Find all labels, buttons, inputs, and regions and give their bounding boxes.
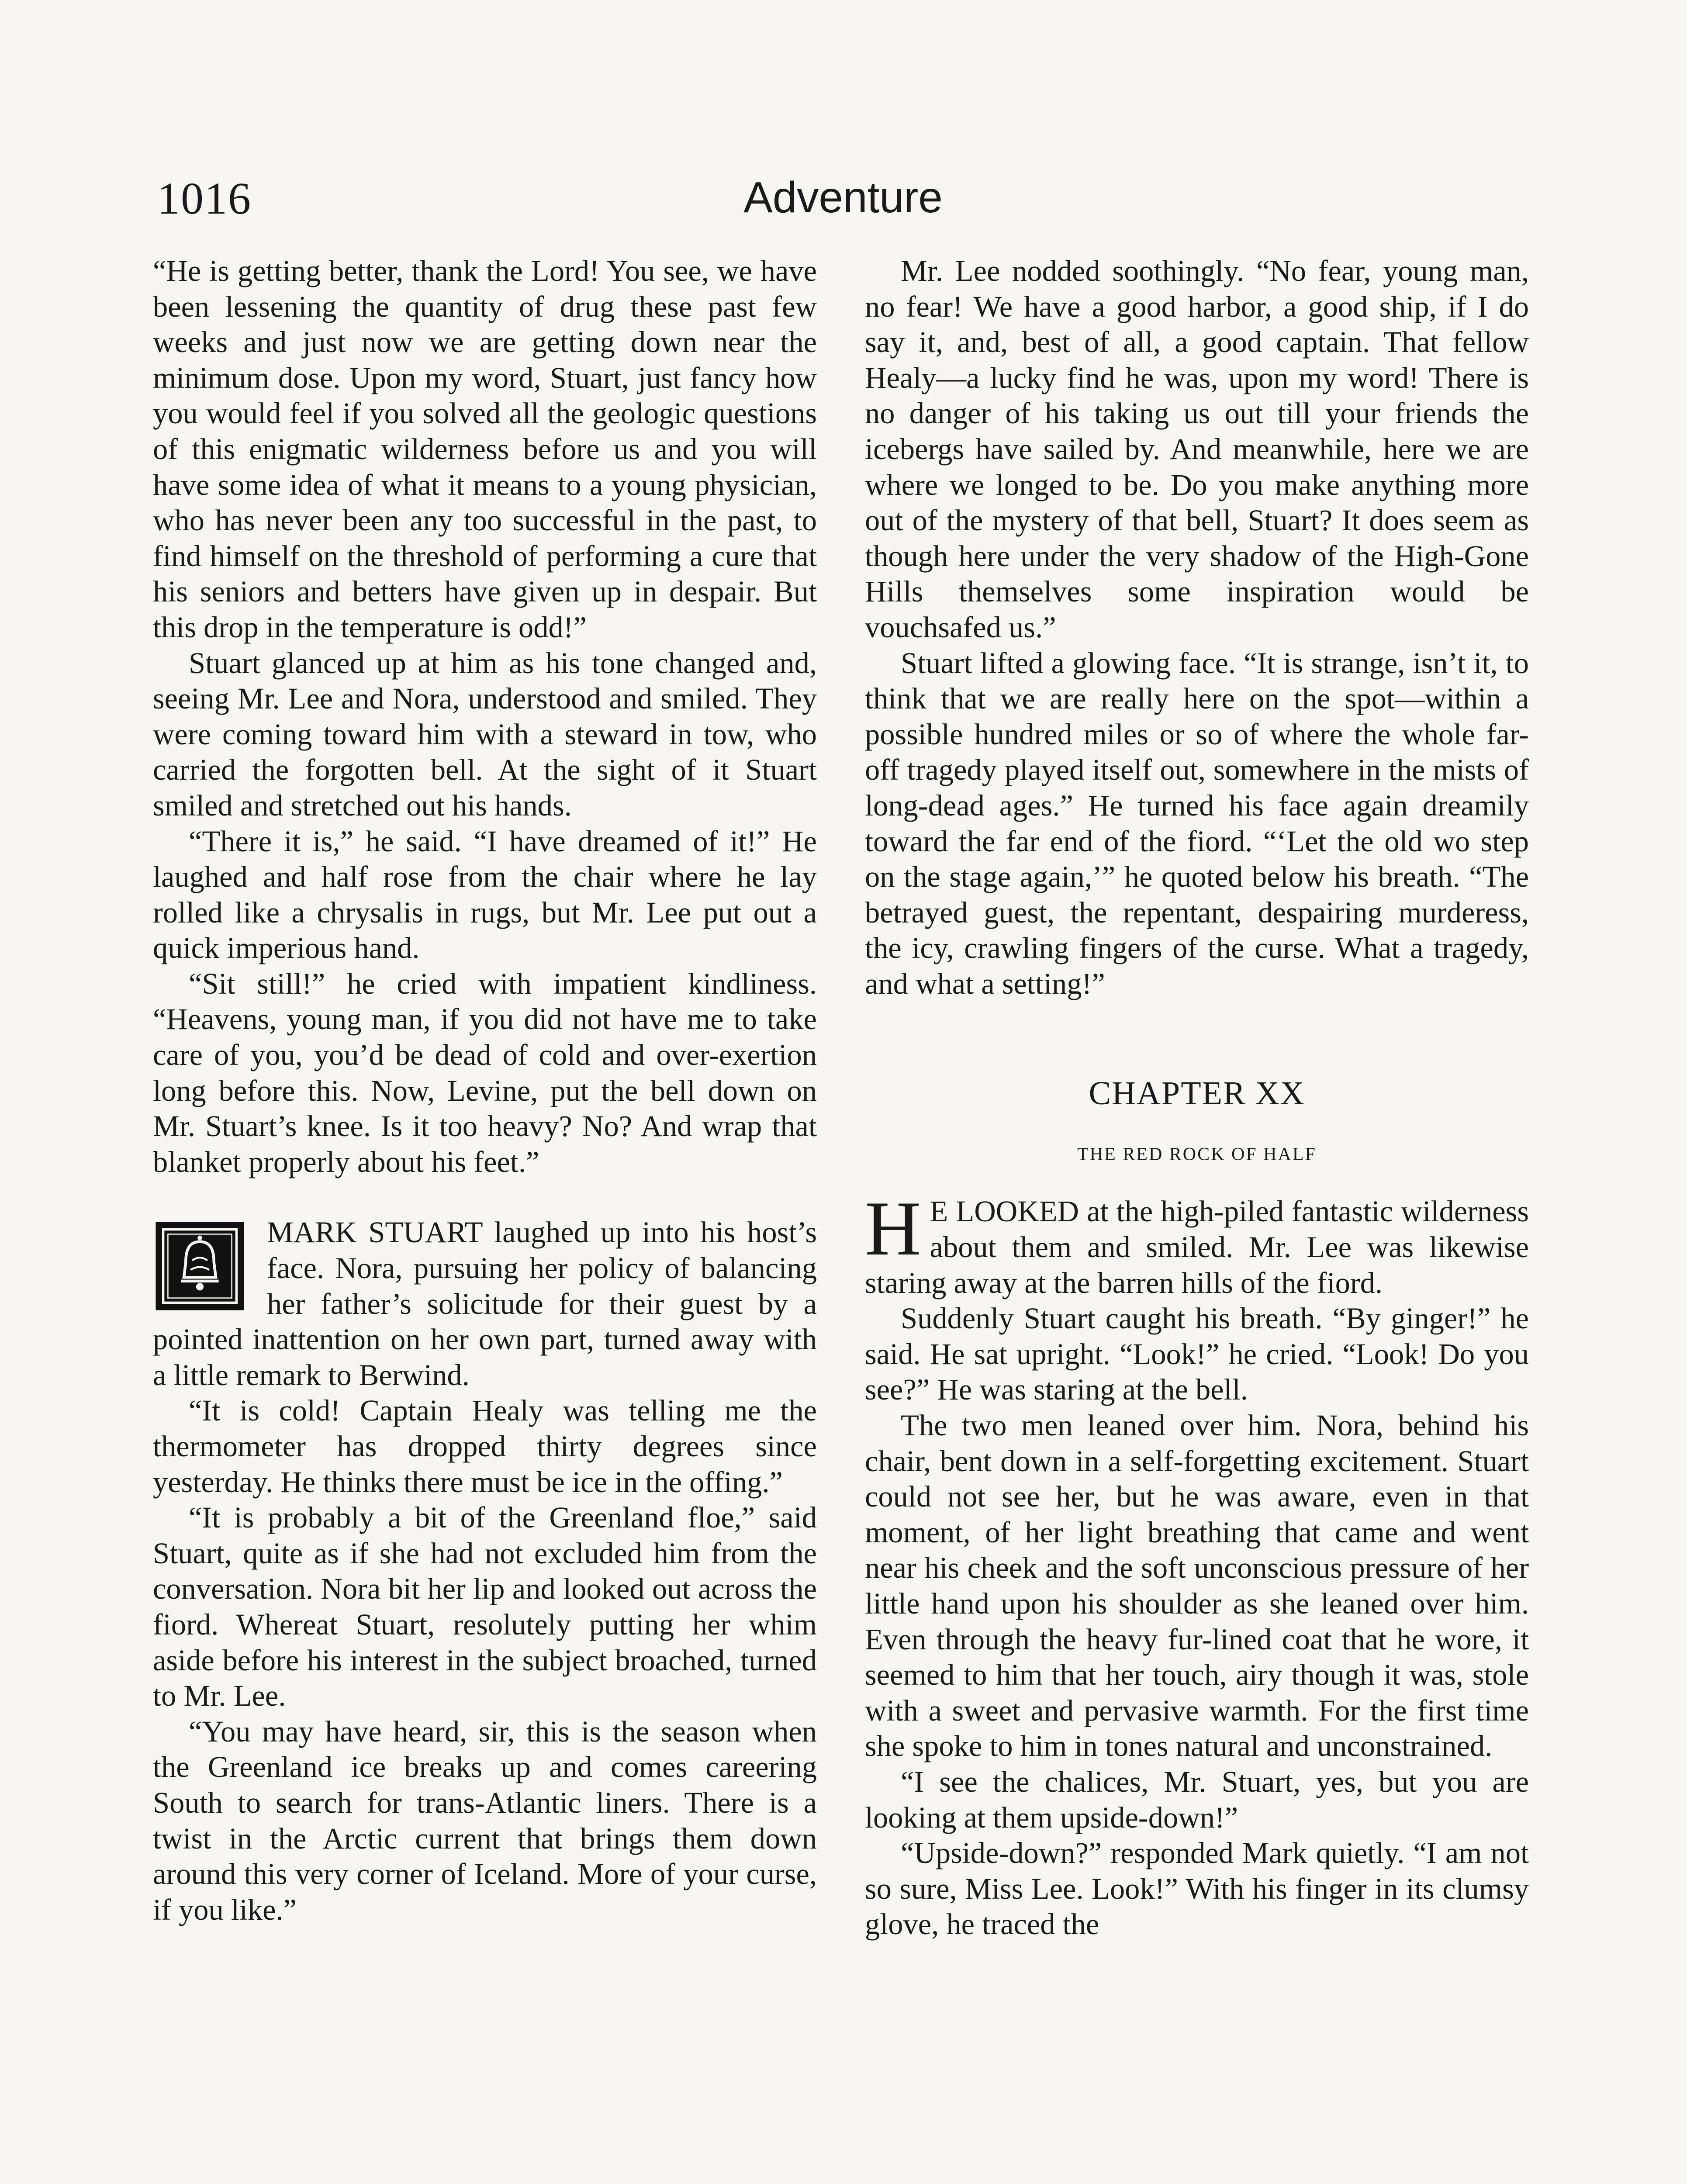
paragraph: “Sit still!” he cried with impatient kindliness. “Heavens, young man, if you did not have me to take care of you, you’d be dead of cold and over-exertion long before this. Now, Levine, put the bell down on Mr. Stuart’s knee. Is it too heavy? No? And wrap that blanket properly about his feet.” (153, 967, 817, 1178)
paragraph: Stuart lifted a glowing face. “It is strange, isn’t it, to think that we are really here on the spot—within a possible hundred miles or so of where the whole far-off tragedy played itself out, somewhere in the mists of long-dead ages.” He turned his face again dreamily toward the far end of the fiord. “‘Let the old wo step on the stage again,’” he quoted below his breath. “The betrayed guest, the repentant, despairing murderess, the icy, crawling fingers of the curse. What a tragedy, and what a setting!” (865, 646, 1529, 1000)
paragraph: Stuart glanced up at him as his tone changed and, seeing Mr. Lee and Nora, understood and smiled. They were coming toward him with a steward in tow, who carried the forgotten bell. At the sight of it Stuart smiled and stretched out his hands. (153, 646, 817, 822)
dropcap-paragraph (865, 1185, 1529, 1301)
paragraph: “It is cold! Captain Healy was telling me the thermometer has dropped thirty degrees since yesterday. He thinks there must be ice in the offing.” (153, 1394, 817, 1499)
running-title: Adventure (743, 173, 943, 222)
drop-cap: H (865, 1185, 921, 1272)
section-break (153, 1180, 817, 1215)
ornament-paragraph-text: MARK STUART laughed up into his host’s face. Nora, pursuing her policy of balancing her father’s solicitude for their guest by a pointed inattention on her own part, turned away with a little remark to Berwind. (153, 1216, 817, 1392)
ornament-paragraph (153, 1215, 817, 1393)
paragraph: “There it is,” he said. “I have dreamed of it!” He laughed and half rose from the chair where he lay rolled like a chrysalis in rugs, but Mr. Lee put out a quick imperious hand. (153, 824, 817, 965)
right-column (865, 253, 1529, 1942)
dropcap-paragraph-text: E LOOKED at the high-piled fantastic wilderness about them and smiled. Mr. Lee was likewise staring away at the barren hills of the fiord. (865, 1195, 1529, 1299)
left-column (153, 253, 817, 1928)
paragraph: “You may have heard, sir, this is the season when the Greenland ice breaks up and comes careering South to search for trans-Atlantic liners. There is a twist in the Arctic current that brings them down around this very corner of Iceland. More of your curse, if you like.” (153, 1714, 817, 1926)
chapter-subtitle: THE RED ROCK OF HALF (1077, 1144, 1317, 1165)
page-number: 1016 (157, 173, 252, 224)
paragraph: Suddenly Stuart caught his breath. “By ginger!” he said. He sat upright. “Look!” he cried. “Look! Do you see?” He was staring at the bell. (865, 1302, 1529, 1406)
page-header (157, 173, 1529, 229)
paragraph: “Upside-down?” responded Mark quietly. “I am not so sure, Miss Lee. Look!” With his finger in its clumsy glove, he traced the (865, 1836, 1529, 1941)
chapter-heading: CHAPTER XX (1089, 1075, 1305, 1112)
paragraph: “It is probably a bit of the Greenland floe,” said Stuart, quite as if she had not excluded him from the conversation. Nora bit her lip and looked out across the fiord. Whereat Stuart, resolutely putting her whim aside before his interest in the subject broached, turned to Mr. Lee. (153, 1501, 817, 1713)
paragraph: The two men leaned over him. Nora, behind his chair, bent down in a self-forgetting excitement. Stuart could not see her, but he was aware, even in that moment, of her light breathing that came and went near his cheek and the soft unconscious pressure of her little hand upon his shoulder as she leaned over him. Even through the heavy fur-lined coat that he wore, it seemed to him that her touch, airy though it was, stole with a sweet and pervasive warmth. For the first time she spoke to him in tones natural and unconstrained. (865, 1409, 1529, 1763)
paragraph: “I see the chalices, Mr. Stuart, yes, but you are looking at them upside-down!” (865, 1765, 1529, 1834)
paragraph: Mr. Lee nodded soothingly. “No fear, young man, no fear! We have a good harbor, a good ship, if I do say it, and, best of all, a good captain. That fellow Healy—a lucky find he was, upon my word! There is no danger of his taking us out till your friends the icebergs have sailed by. And meanwhile, here we are where we longed to be. Do you make anything more out of the mystery of that bell, Stuart? It does seem as though here under the very shadow of the High-Gone Hills themselves some inspiration would be vouchsafed us.” (865, 254, 1529, 644)
bell-ornament-icon (153, 1219, 247, 1313)
paragraph: “He is getting better, thank the Lord! You see, we have been lessening the quantity of drug these past few weeks and just now we are getting down near the minimum dose. Upon my word, Stuart, just fancy how you would feel if you solved all the geologic questions of this enigmatic wilderness before us and you will have some idea of what it means to a young physician, who has never been any too successful in the past, to find himself on the threshold of performing a cure that his seniors and betters have given up in despair. But this drop in the temperature is odd!” (153, 254, 817, 644)
